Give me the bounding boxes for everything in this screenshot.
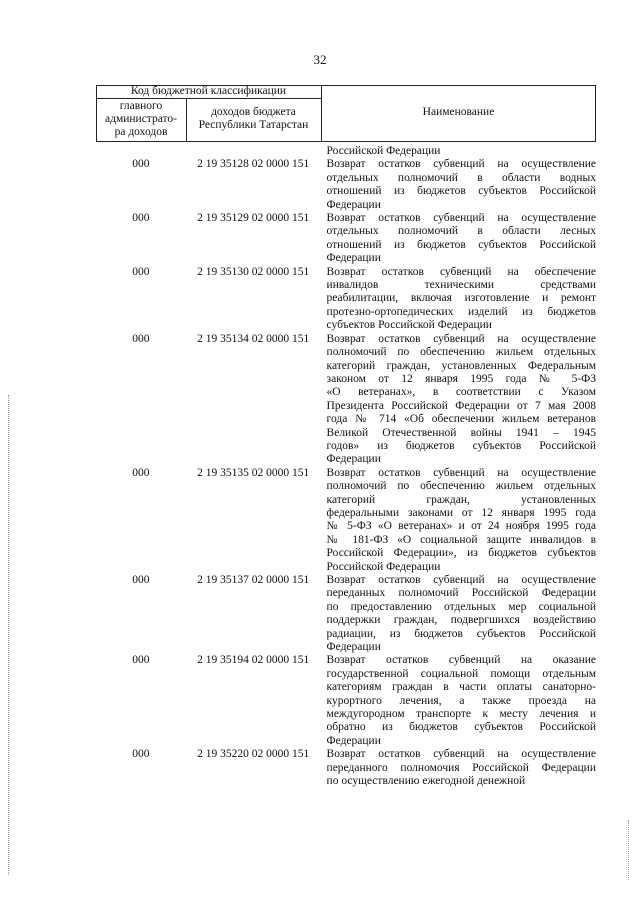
header-group-title: Код бюджетной классификации [130, 85, 287, 97]
header-admin-line: главного [119, 100, 163, 112]
name-line: Президента Российской Федерации от 7 мая 2008 [326, 399, 596, 412]
name-line: радиации, из бюджетов субъектов Российской [326, 627, 596, 640]
name-line: реабилитации, включая изготовление и ремонт [326, 292, 596, 305]
admin-code-cell: 000 [132, 466, 150, 479]
name-cell [327, 266, 596, 333]
code-cell [186, 145, 321, 158]
table-row-continued [96, 145, 596, 158]
name-line: Возврат остатков субвенций на оказание [326, 654, 596, 667]
table-row [96, 574, 596, 654]
name-line: поддержки граждан, подвергшихся воздействию [326, 614, 596, 627]
name-line: субъектов Российской Федерации [326, 319, 492, 332]
name-line: Федерации [326, 252, 381, 265]
name-line: Российской Федерации», из бюджетов субъектов [326, 547, 596, 560]
table-row [96, 266, 596, 333]
name-line: категорий граждан, установленных Федеральным [326, 359, 596, 372]
name-line: переданного полномочия Российской Федерации [326, 761, 596, 774]
header-code-line: Республики Татарстан [198, 119, 309, 131]
admin-code-cell: 000 [132, 574, 150, 586]
name-line: Возврат остатков субвенций на осуществление [326, 466, 596, 479]
name-line: государственной социальной помощи отдельным [326, 667, 596, 680]
header-code-line: доходов бюджета [211, 106, 296, 118]
name-line: Возврат остатков субвенций на осуществление [326, 332, 596, 345]
header-group-divider [96, 98, 321, 99]
header-admin-line: администрато- [105, 113, 177, 125]
header-admin-column [96, 100, 186, 139]
name-line: переданных полномочий Российской Федерации [326, 587, 596, 600]
name-line: обратно из бюджетов субъектов Российской [326, 721, 596, 734]
header-bottom-border [96, 141, 596, 142]
admin-code-cell: 000 [132, 332, 150, 345]
name-cell [327, 654, 596, 748]
name-line: отдельных полномочий в области лесных [326, 225, 596, 238]
table-row [96, 654, 596, 748]
budget-code-cell: 2 19 35134 02 0000 151 [197, 332, 310, 345]
name-line: № 181-ФЗ «О социальной защите инвалидов в [326, 533, 596, 546]
name-line: Возврат остатков субвенций на осуществление [326, 574, 596, 586]
table-row [96, 748, 596, 788]
name-line: Федерации [326, 198, 381, 211]
budget-code-cell: 2 19 35137 02 0000 151 [197, 574, 310, 586]
table-header [96, 85, 596, 142]
page-number: 32 [313, 52, 327, 67]
table-row [96, 212, 596, 266]
name-line: полномочий по обеспечению жильем отдельных [326, 346, 596, 359]
name-line: полномочий по обеспечению жильем отдельных [326, 480, 596, 493]
name-cell [327, 333, 596, 467]
name-line: отдельных полномочий в области водных [326, 171, 596, 184]
name-line: Федерации [326, 734, 381, 747]
name-cell: Российской Федерации [326, 145, 441, 157]
budget-code-cell: 2 19 35194 02 0000 151 [197, 654, 310, 667]
name-cell [327, 467, 596, 574]
budget-code-cell: 2 19 35129 02 0000 151 [197, 212, 310, 225]
name-line: категорий граждан, установленных [326, 493, 596, 506]
name-line: Федерации [326, 453, 381, 466]
name-cell [327, 748, 596, 788]
scan-margin-artifact [8, 395, 10, 875]
name-line: Федерации [326, 641, 381, 654]
table-row [96, 467, 596, 574]
name-line: Возврат остатков субвенций на осуществление [326, 748, 596, 761]
name-line: «О ветеранах», в соответствии с Указом [326, 386, 596, 399]
name-line: федеральными законами от 12 января 1995 года [326, 506, 596, 519]
budget-code-cell: 2 19 35130 02 0000 151 [197, 265, 310, 278]
admin-code-cell: 000 [132, 212, 150, 225]
name-line: Российской Федерации [326, 560, 441, 573]
name-line: курортного лечения, а также проезда на [326, 694, 596, 707]
scan-margin-artifact-right [628, 820, 630, 880]
budget-code-cell: 2 19 35128 02 0000 151 [197, 158, 310, 171]
admin-code-cell: 000 [132, 265, 150, 278]
name-cell [327, 574, 596, 654]
name-cell [327, 212, 596, 266]
name-line: года № 714 «Об обеспечении жильем ветеранов [326, 413, 596, 426]
name-line: законом от 12 января 1995 года № 5-ФЗ [326, 372, 596, 385]
budget-code-cell: 2 19 35220 02 0000 151 [197, 748, 310, 761]
name-line: междугородном транспорте к месту лечения и [326, 708, 596, 721]
header-name-column: Наименование [422, 106, 495, 118]
name-line: Возврат остатков субвенций на осуществление [326, 158, 596, 171]
name-line: инвалидов техническими средствами [326, 279, 596, 292]
name-line: по осуществлению ежегодной денежной [326, 775, 526, 788]
name-cell [327, 158, 596, 212]
budget-code-cell: 2 19 35135 02 0000 151 [197, 466, 310, 479]
name-line: Возврат остатков субвенций на осуществление [326, 212, 596, 225]
admin-code-cell: 000 [132, 654, 150, 667]
name-line: годов» из бюджетов субъектов Российской [326, 439, 596, 452]
name-line: протезно-ортопедических изделий из бюджетов [326, 305, 596, 318]
admin-code-cell: 000 [132, 158, 150, 171]
table-body [96, 145, 596, 789]
name-line: по предоставлению отдельных мер социальной [326, 600, 596, 613]
name-line: категориям граждан в части оплаты санаторно- [326, 681, 596, 694]
admin-cell [96, 145, 186, 158]
table-row [96, 333, 596, 467]
header-code-column [186, 106, 321, 132]
name-line: Великой Отечественной войны 1941 – 1945 [326, 426, 596, 439]
name-line: № 5-ФЗ «О ветеранах» и от 24 ноября 1995 года [326, 520, 596, 533]
table-row [96, 158, 596, 212]
header-top-border-right [321, 85, 596, 86]
header-admin-line: ра доходов [114, 126, 168, 138]
name-line: Возврат остатков субвенций на обеспечение [326, 265, 596, 278]
admin-code-cell: 000 [132, 748, 150, 761]
name-line: отношений из бюджетов субъектов Российской [326, 185, 596, 198]
name-line: отношений из бюджетов субъектов Российской [326, 238, 596, 251]
